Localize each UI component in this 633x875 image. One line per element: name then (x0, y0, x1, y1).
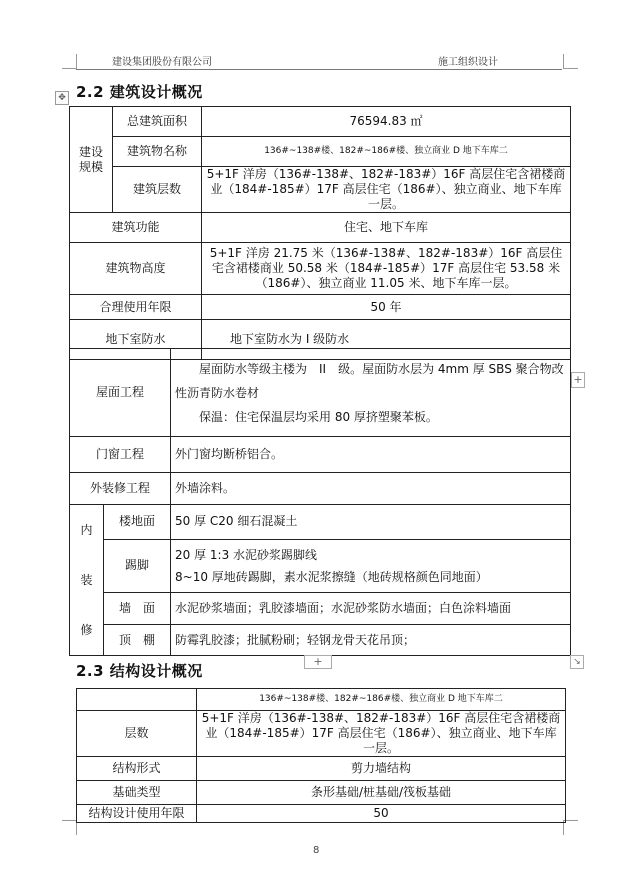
table-add-row-button[interactable]: + (304, 655, 332, 669)
skirting-value-cell (171, 539, 571, 592)
height-value: 5+1F 洋房 21.75 米（136#-138#、182#-183#）16F 高层住宅含裙楼商业 50.58 米（184#-185#）17F 高层住宅 53.58 米（186#）、独立商业 11.05 米、地下车库一层。 (202, 243, 571, 295)
structure-life-value: 50 (197, 805, 566, 823)
building-design-table (69, 106, 571, 360)
roof-line-1: 屋面防水等级主楼为 II 级。屋面防水层为 4mm 厚 SBS 聚合物改性沥青防水卷材 (175, 361, 564, 400)
section-2-3-title: 2.3 结构设计概况 (76, 662, 203, 680)
floor-value: 50 厚 C20 细石混凝土 (171, 505, 571, 540)
crop-mark-top-left (62, 54, 77, 69)
structure-floors-value: 5+1F 洋房（136#-138#、182#-183#）16F 高层住宅含裙楼商业（184#-185#）17F 高层住宅（186#）、独立商业、地下车库一层。 (197, 711, 566, 757)
finishes-table (69, 348, 571, 656)
page-number: 8 (313, 845, 320, 856)
exterior-label: 外装修工程 (70, 473, 171, 505)
structure-floors-label: 层数 (77, 711, 197, 757)
floor-label: 楼地面 (104, 505, 171, 540)
structure-form-label: 结构形式 (77, 757, 197, 781)
foundation-label: 基础类型 (77, 781, 197, 805)
scale-label-line1: 建设 (78, 144, 103, 159)
interior-label-cell (70, 505, 104, 656)
window-label: 门窗工程 (70, 437, 171, 473)
function-value: 住宅、地下车库 (202, 213, 571, 243)
skirting-line-1: 20 厚 1:3 水泥砂浆踢脚线 (175, 547, 318, 562)
total-area-label: 总建筑面积 (113, 107, 202, 137)
section-2-2-title: 2.2 建筑设计概况 (76, 83, 203, 101)
interior-char-3: 修 (80, 622, 93, 637)
crop-mark-top-right (563, 54, 578, 69)
crop-mark-bottom-left (62, 820, 77, 835)
wall-label: 墙 面 (104, 592, 171, 625)
floors-label: 建筑层数 (113, 167, 202, 213)
header-doc-title: 施工组织设计 (438, 57, 498, 68)
wall-value: 水泥砂浆墙面；乳胶漆墙面；水泥砂浆防水墙面；白色涂料墙面 (171, 592, 571, 625)
interior-char-1: 内 (80, 522, 93, 537)
header-rule (76, 69, 562, 70)
structure-design-table (76, 688, 566, 823)
life-label: 合理使用年限 (70, 295, 202, 320)
table-resize-icon[interactable]: ↘ (570, 655, 584, 669)
interior-char-2: 装 (80, 572, 93, 587)
basement-value: 地下室防水为 I 级防水 (202, 320, 571, 360)
scale-label-line2: 规模 (78, 159, 103, 174)
roof-label: 屋面工程 (70, 349, 171, 437)
structure-form-value: 剪力墙结构 (197, 757, 566, 781)
foundation-value: 条形基础/桩基础/筏板基础 (197, 781, 566, 805)
roof-value-cell (171, 349, 571, 437)
height-label: 建筑物高度 (70, 243, 202, 295)
names-value: 136#~138#楼、182#~186#楼、独立商业 D 地下车库二 (202, 137, 571, 167)
table-add-column-button[interactable]: + (571, 372, 585, 388)
total-area-value: 76594.83 ㎡ (202, 107, 571, 137)
header-company: 建设集团股份有限公司 (112, 57, 212, 68)
exterior-value: 外墙涂料。 (171, 473, 571, 505)
skirting-label: 踢脚 (104, 539, 171, 592)
skirting-line-2: 8~10 厚地砖踢脚，素水泥浆擦缝（地砖规格颜色同地面） (175, 569, 488, 584)
table-move-icon[interactable]: ✥ (55, 91, 69, 105)
basement-label: 地下室防水 (70, 320, 202, 360)
structure-header-value: 136#~138#楼、182#~186#楼、独立商业 D 地下车库二 (197, 689, 566, 711)
ceiling-label: 顶 棚 (104, 625, 171, 656)
floors-value: 5+1F 洋房（136#-138#、182#-183#）16F 高层住宅含裙楼商业（184#-185#）17F 高层住宅（186#）、独立商业、地下车库一层。 (202, 167, 571, 213)
structure-life-label: 结构设计使用年限 (77, 805, 197, 823)
structure-header-blank (77, 689, 197, 711)
ceiling-value: 防霉乳胶漆；批腻粉刷；轻钢龙骨天花吊顶； (171, 625, 571, 656)
roof-line-2: 保温：住宅保温层均采用 80 厚挤塑聚苯板。 (199, 409, 438, 424)
names-label: 建筑物名称 (113, 137, 202, 167)
life-value: 50 年 (202, 295, 571, 320)
scale-label-cell (70, 107, 113, 213)
window-value: 外门窗均断桥铝合。 (171, 437, 571, 473)
function-label: 建筑功能 (70, 213, 202, 243)
